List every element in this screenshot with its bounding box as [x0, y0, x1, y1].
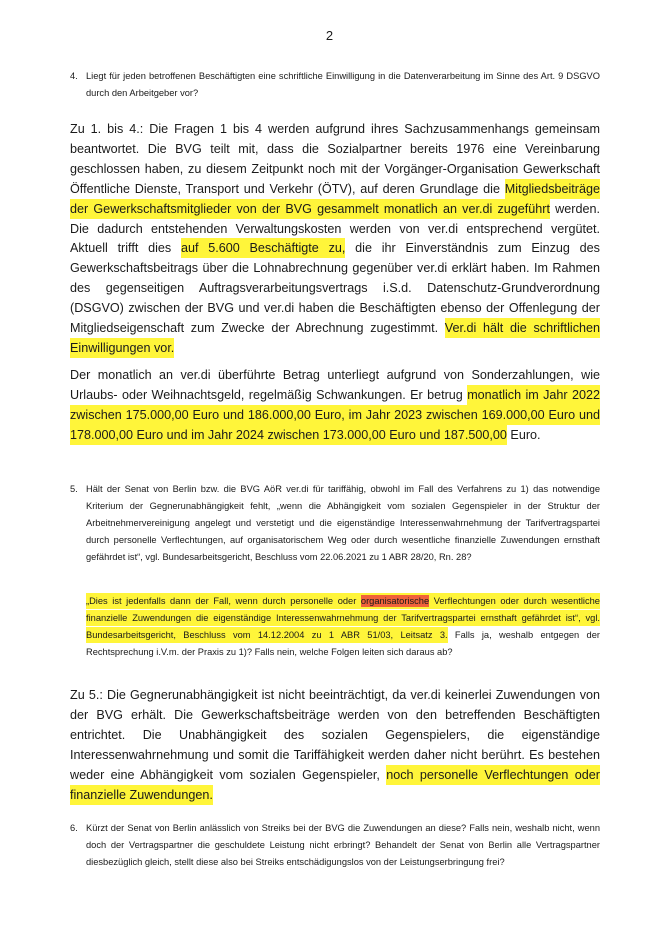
- question-text: Hält der Senat von Berlin bzw. die BVG AöR ver.di für tariffähig, obwohl im Fall des Verfahrens zu 1) das notwendige Kriterium der Gegnerunabhängigkeit fehlt, „wenn die Abhängigkeit vom sozialen Gegenspieler in der Struktur der Arbeitnehmervereinigung angelegt und verstetigt und die eigenständige Interessenwahrnehmung der Tarifvertragspartei durch personelle Verflechtungen, auf organisatorischem Weg oder durch wesentliche finanzielle Zuwendungen ernsthaft gefährdet ist“, vgl. Bundesarbeitsgericht, Beschluss vom 22.06.2021 zu 1 ABR 28/20, Rn. 28?: [86, 484, 600, 562]
- quote-text: Falls ja, weshalb entgegen der Rechtsprechung i.V.m. der Praxis zu 1)? Falls nein, welche Folgen leiten sich daraus ab?: [86, 630, 600, 657]
- highlight: „Dies ist jedenfalls dann der Fall, wenn durch personelle oder: [86, 596, 361, 606]
- page-number: 2: [325, 28, 334, 43]
- highlight-red: organisatorische: [360, 596, 430, 606]
- answer-text: Zu 5.: Die Gegnerunabhängigkeit ist nicht beeinträchtigt, da ver.di keinerlei Zuwendungen von der BVG erhält. Die Gewerkschaftsbeiträge werden von den betreffenden Beschäftigten entrichtet. Die Unabhängigkeit des sozialen Gegenspielers, die eigenständige Interessenwahrnehmung und somit die Tariffähigkeit werden daher nicht berührt. Es bestehen weder eine Abhängigkeit vom sozialen Gegenspieler,: [70, 688, 600, 782]
- question-number: 4.: [70, 71, 78, 81]
- question-6: [70, 820, 600, 871]
- answer-text: Der monatlich an ver.di überführte Betrag unterliegt aufgrund von Sonderzahlungen, wie Urlaubs- oder Weihnachtsgeld, regelmäßig Schwankungen. Er betrug: [70, 368, 600, 402]
- question-number: 6.: [70, 823, 78, 833]
- question-4: [70, 68, 600, 102]
- answer-1-to-4: [70, 120, 600, 359]
- highlight: Ver.di hält die schriftlichen Einwilligungen vor.: [70, 321, 601, 355]
- question-number: 5.: [70, 484, 78, 494]
- answer-amounts: [70, 366, 600, 446]
- question-text: Kürzt der Senat von Berlin anlässlich von Streiks bei der BVG die Zuwendungen an diese? Falls nein, weshalb nicht, wenn doch der Vertragspartner die geschuldete Leistung nicht erbringt? Behandelt der Senat von Berlin alle Vertragspartner diesbezüglich gleich, stellt diese also bei Streiks entschädigungslos von der Leistungserbringung frei?: [86, 823, 600, 867]
- highlight: Verflechtungen oder durch wesentliche finanzielle Zuwendungen die eigenständige Interessenwahrnehmung der Tarifvertragspartei ernsthaft gefährdet ist“, vgl. Bundesarbeitsgericht, Beschluss vom 14.12.2004 zu 1 ABR 51/03, Leitsatz 3.: [86, 596, 600, 640]
- question-5: [70, 481, 600, 566]
- answer-text: die ihr Einverständnis zum Einzug des Gewerkschaftsbeitrags über die Lohnabrechnung gegenüber ver.di erklärt haben. Im Rahmen des gegenseitigen Auftragsverarbeitungsvertrags i.S.d. Datenschutz-Grundverordnung (DSGVO) zwischen der BVG und ver.di haben die Beschäftigten ebenso der Offenlegung der Mitgliedseigenschaft zum Zwecke der Abrechnung zugestimmt.: [70, 241, 600, 336]
- court-quote: [86, 593, 600, 661]
- answer-text: Euro.: [506, 427, 541, 442]
- highlight: monatlich im Jahr 2022 zwischen 175.000,00 Euro und 186.000,00 Euro, im Jahr 2023 zwischen 169.000,00 Euro und 178.000,00 Euro und im Jahr 2024 zwischen 173.000,00 Euro und 187.500,00: [70, 387, 600, 442]
- answer-text: Zu 1. bis 4.: Die Fragen 1 bis 4 werden aufgrund ihres Sachzusammenhangs gemeinsam beantwortet. Die BVG teilt mit, dass die Sozialpartner bereits 1976 eine Vereinbarung geschlossen haben, zu diesem Zeitpunkt noch mit der Vorgänger-Organisation Gewerkschaft Öffentliche Dienste, Transport und Verkehr (ÖTV), auf deren Grundlage die: [70, 122, 600, 196]
- highlight: Mitgliedsbeiträge der Gewerkschaftsmitglieder von der BVG gesammelt monatlich an ver.di zugeführt: [70, 181, 601, 216]
- answer-5: [70, 686, 600, 805]
- question-text: Liegt für jeden betroffenen Beschäftigten eine schriftliche Einwilligung in die Datenverarbeitung im Sinne des Art. 9 DSGVO durch den Arbeitgeber vor?: [86, 71, 600, 98]
- highlight: noch personelle Verflechtungen oder finanzielle Zuwendungen.: [70, 767, 600, 802]
- answer-text: werden. Die dadurch entstehenden Verwaltungskosten werden von ver.di entsprechend vergütet. Aktuell trifft dies: [70, 201, 600, 256]
- highlight: auf 5.600 Beschäftigte zu,: [180, 241, 346, 256]
